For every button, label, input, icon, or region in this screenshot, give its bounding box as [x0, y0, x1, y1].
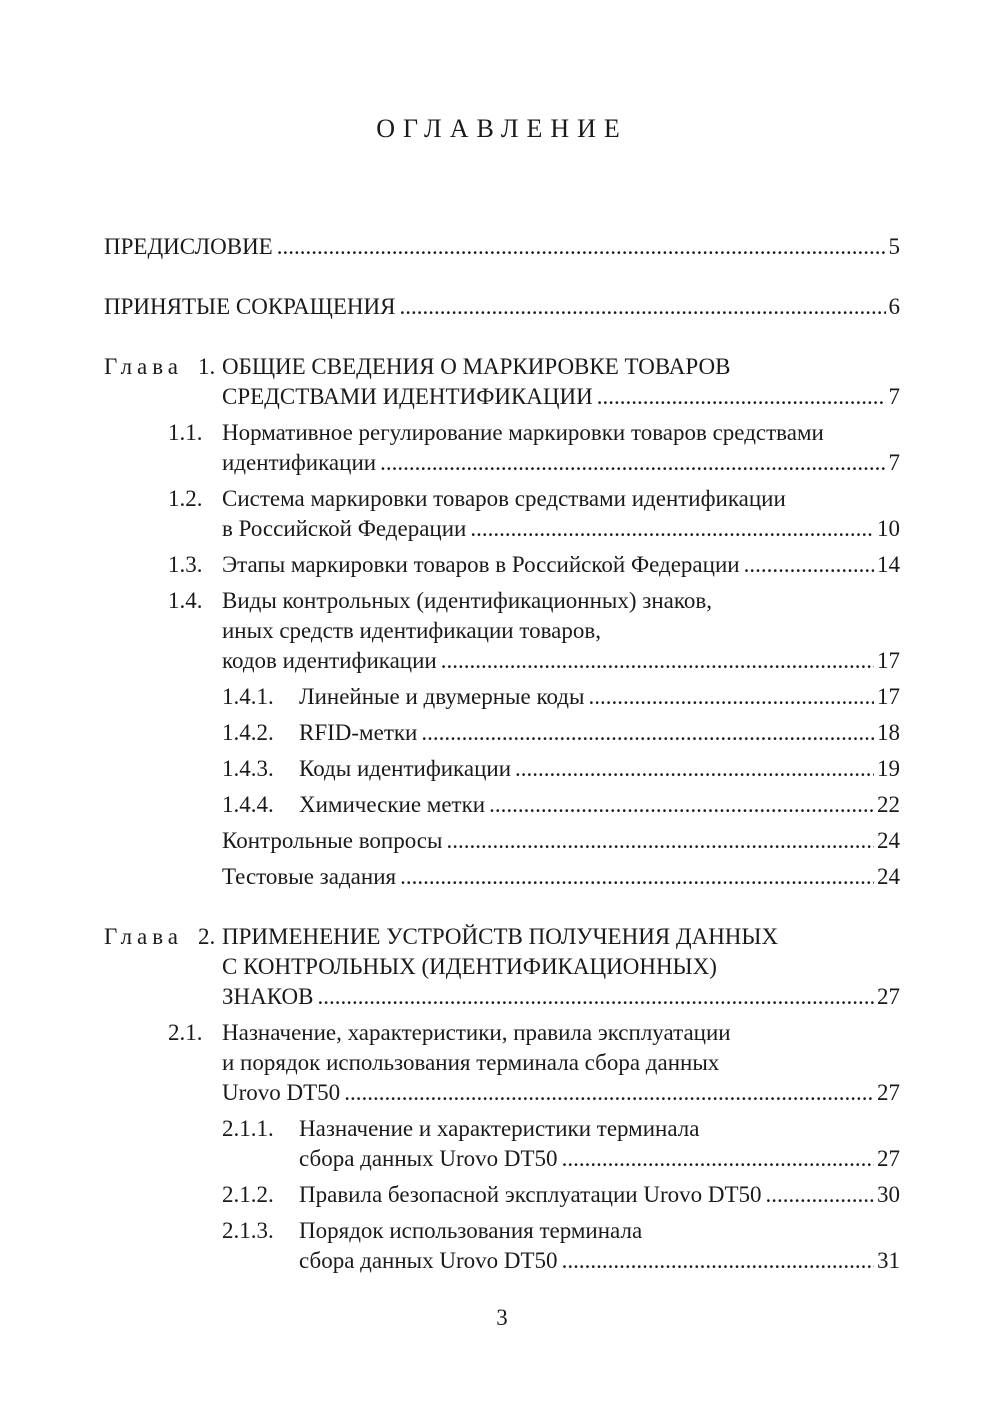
toc-entry-abbreviations — [104, 292, 900, 322]
section-title-line: Виды контрольных (идентификационных) знаков, — [222, 588, 712, 613]
subsection-number: 1.4.4. — [222, 792, 274, 817]
chapter-2-title-line: ПРИМЕНЕНИЕ УСТРОЙСТВ ПОЛУЧЕНИЯ ДАННЫХ — [222, 924, 779, 949]
dot-leader — [766, 1180, 874, 1210]
subsection-title-line: Коды идентификации — [299, 756, 511, 781]
section-title-line: иных средств идентификации товаров, — [222, 618, 601, 643]
dot-leader — [446, 826, 874, 856]
toc-page-number: 17 — [877, 648, 900, 673]
toc-entry-text: ПРИНЯТЫЕ СОКРАЩЕНИЯ — [104, 294, 396, 319]
subsection-number: 2.1.2. — [222, 1182, 274, 1207]
toc-entry-subsection-1-4-4 — [299, 790, 900, 820]
toc-entry-review-questions — [222, 826, 900, 856]
dot-leader — [470, 514, 874, 544]
toc-entry-section-1-2 — [222, 514, 900, 544]
toc-page-number: 27 — [877, 1146, 900, 1171]
dot-leader — [317, 982, 874, 1012]
toc-page-number: 30 — [877, 1182, 900, 1207]
toc-page-number: 17 — [877, 684, 900, 709]
toc-entry-section-2-1 — [222, 1078, 900, 1108]
toc-entry-subsection-2-1-1 — [299, 1144, 900, 1174]
dot-leader — [515, 754, 874, 784]
toc-page-number: 18 — [877, 720, 900, 745]
chapter-1-title-line: ОБЩИЕ СВЕДЕНИЯ О МАРКИРОВКЕ ТОВАРОВ — [222, 354, 731, 379]
subsection-title-line: Линейные и двумерные коды — [299, 684, 585, 709]
chapter-2-title-line: С КОНТРОЛЬНЫХ (ИДЕНТИФИКАЦИОННЫХ) — [222, 954, 717, 979]
dot-leader — [489, 790, 874, 820]
chapter-2-number: 2. — [198, 924, 216, 949]
subsection-title-line: Порядок использования терминала — [299, 1218, 643, 1243]
toc-page-number: 22 — [877, 792, 900, 817]
section-title-line: кодов идентификации — [222, 648, 437, 673]
dot-leader — [277, 232, 886, 262]
toc-entry-chapter-2 — [222, 982, 900, 1012]
dot-leader — [400, 862, 874, 892]
section-title-line: Назначение, характеристики, правила эксплуатации — [222, 1020, 731, 1045]
dot-leader — [421, 718, 874, 748]
toc-page-number: 10 — [877, 516, 900, 541]
dot-leader — [562, 1144, 874, 1174]
toc-page-number: 24 — [877, 864, 900, 889]
subsection-number: 2.1.1. — [222, 1116, 274, 1141]
chapter-1-title-line: СРЕДСТВАМИ ИДЕНТИФИКАЦИИ — [222, 384, 593, 409]
section-title-line: и порядок использования терминала сбора данных — [222, 1050, 720, 1075]
toc-page-number: 24 — [877, 828, 900, 853]
toc-entry-subsection-2-1-3 — [299, 1246, 900, 1276]
subsection-title-line: сбора данных Urovo DT50 — [299, 1146, 558, 1171]
toc-entry-subsection-2-1-2 — [299, 1180, 900, 1210]
toc-page-number: 27 — [877, 984, 900, 1009]
chapter-2-title-line: ЗНАКОВ — [222, 984, 314, 1009]
chapter-1-label: Глава — [104, 354, 184, 379]
dot-leader — [597, 382, 886, 412]
toc-entry-text: ПРЕДИСЛОВИЕ — [104, 234, 273, 259]
toc-entry-text: Тестовые задания — [222, 864, 397, 889]
toc-page-number: 5 — [888, 234, 900, 259]
toc-entry-preface — [104, 232, 900, 262]
dot-leader — [399, 292, 885, 322]
toc-page-number: 14 — [877, 552, 900, 577]
toc-entry-subsection-1-4-1 — [299, 682, 900, 712]
toc-entry-section-1-4 — [222, 646, 900, 676]
toc-entry-chapter-1 — [222, 382, 900, 412]
toc-entry-section-1-3 — [222, 550, 900, 580]
page-number: 3 — [496, 1305, 508, 1330]
toc-page-number: 7 — [888, 384, 900, 409]
toc-entry-section-1-1 — [222, 448, 900, 478]
section-number: 1.4. — [168, 588, 203, 613]
dot-leader — [588, 682, 874, 712]
subsection-title-line: Правила безопасной эксплуатации Urovo DT50 — [299, 1182, 762, 1207]
dot-leader — [744, 550, 874, 580]
section-title-line: Система маркировки товаров средствами идентификации — [222, 486, 786, 511]
subsection-title-line: RFID-метки — [299, 720, 418, 745]
page-title: ОГЛАВЛЕНИЕ — [376, 114, 628, 143]
section-title-line: Urovo DT50 — [222, 1080, 341, 1105]
toc-page-number: 6 — [888, 294, 900, 319]
subsection-number: 1.4.1. — [222, 684, 274, 709]
subsection-number: 1.4.2. — [222, 720, 274, 745]
toc-page-number: 19 — [877, 756, 900, 781]
section-number: 1.1. — [168, 420, 203, 445]
dot-leader — [380, 448, 885, 478]
section-number: 1.3. — [168, 552, 203, 577]
toc-entry-text: Контрольные вопросы — [222, 828, 443, 853]
section-number: 1.2. — [168, 486, 203, 511]
section-title-line: в Российской Федерации — [222, 516, 467, 541]
section-title-line: Нормативное регулирование маркировки товаров средствами — [222, 420, 824, 445]
dot-leader — [562, 1246, 874, 1276]
subsection-title-line: Назначение и характеристики терминала — [299, 1116, 700, 1141]
section-title-line: Этапы маркировки товаров в Российской Федерации — [222, 552, 740, 577]
toc-entry-test-tasks — [222, 862, 900, 892]
section-title-line: идентификации — [222, 450, 377, 475]
toc-entry-subsection-1-4-2 — [299, 718, 900, 748]
toc-page-number: 7 — [888, 450, 900, 475]
toc-page-number: 27 — [877, 1080, 900, 1105]
section-number: 2.1. — [168, 1020, 203, 1045]
subsection-number: 2.1.3. — [222, 1218, 274, 1243]
subsection-title-line: сбора данных Urovo DT50 — [299, 1248, 558, 1273]
dot-leader — [441, 646, 874, 676]
subsection-title-line: Химические метки — [299, 792, 486, 817]
subsection-number: 1.4.3. — [222, 756, 274, 781]
toc-entry-subsection-1-4-3 — [299, 754, 900, 784]
toc-page-number: 31 — [877, 1248, 900, 1273]
chapter-2-label: Глава — [104, 924, 184, 949]
dot-leader — [344, 1078, 874, 1108]
chapter-1-number: 1. — [198, 354, 216, 379]
